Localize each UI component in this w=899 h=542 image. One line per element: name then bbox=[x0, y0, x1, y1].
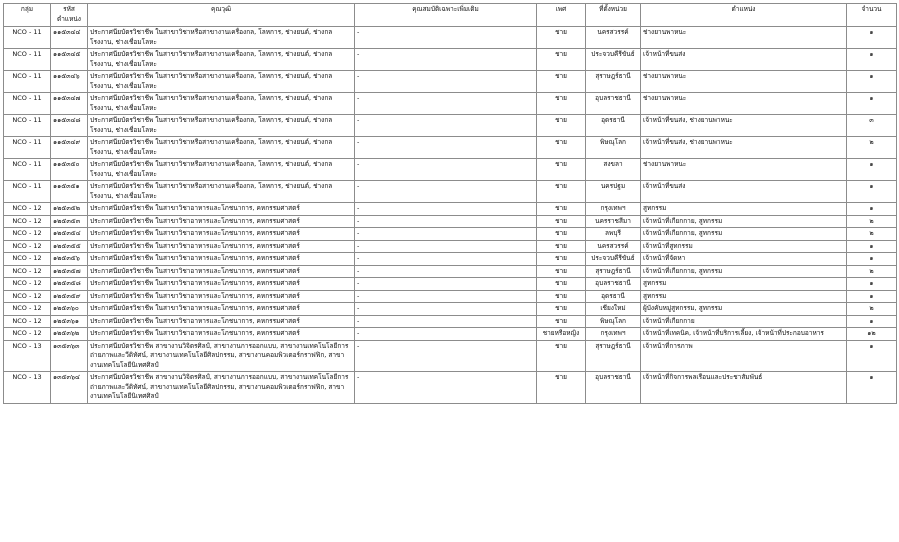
cell-qualification: ประกาศนียบัตรวิชาชีพ ในสาขาวิชาอาหารและโภชนาการ, คหกรรมศาสตร์ bbox=[88, 253, 355, 266]
cell-count: ๑ bbox=[847, 159, 897, 181]
cell-group: NCO - 12 bbox=[4, 253, 51, 266]
cell-unit-location: อุบลราชธานี bbox=[586, 278, 641, 291]
header-code-line1: รหัส bbox=[63, 5, 75, 13]
header-group: กลุ่ม bbox=[4, 4, 51, 27]
table-row bbox=[4, 340, 897, 372]
header-qualification: คุณวุฒิ bbox=[88, 4, 355, 27]
table-row bbox=[4, 137, 897, 159]
cell-position: ช่างยานพาหนะ bbox=[641, 71, 847, 93]
cell-qualification: ประกาศนียบัตรวิชาชีพ ในสาขาวิชาอาหารและโภชนาการ, คหกรรมศาสตร์ bbox=[88, 290, 355, 303]
cell-code: ๑๑๕๓๔๔ bbox=[51, 27, 88, 49]
cell-count: ๑ bbox=[847, 71, 897, 93]
cell-position: ช่างยานพาหนะ bbox=[641, 159, 847, 181]
table-row bbox=[4, 253, 897, 266]
cell-qualification: ประกาศนียบัตรวิชาชีพ ในสาขาวิชาหรือสาขางานเครื่องกล, โลหการ, ช่างยนต์, ช่างกลโรงงาน, ช่างเชื่อมโลหะ bbox=[88, 159, 355, 181]
cell-unit-location: สุราษฎร์ธานี bbox=[586, 71, 641, 93]
cell-sex: ชาย bbox=[537, 27, 586, 49]
cell-code: ๑๒๕๓๕๕ bbox=[51, 240, 88, 253]
cell-extra-qualification: - bbox=[355, 340, 537, 372]
cell-position: ช่างยานพาหนะ bbox=[641, 27, 847, 49]
cell-sex: ชาย bbox=[537, 49, 586, 71]
header-code-line2: ตำแหน่ง bbox=[57, 14, 81, 23]
cell-extra-qualification: - bbox=[355, 303, 537, 316]
table-row bbox=[4, 278, 897, 291]
cell-position: เจ้าหน้าที่เกียกกาย, สูทกรรม bbox=[641, 228, 847, 241]
cell-count: ๑ bbox=[847, 315, 897, 328]
cell-qualification: ประกาศนียบัตรวิชาชีพ ในสาขาวิชาหรือสาขางานเครื่องกล, โลหการ, ช่างยนต์, ช่างกลโรงงาน, ช่างเชื่อมโลหะ bbox=[88, 49, 355, 71]
cell-position: เจ้าหน้าที่เทคนิค, เจ้าหน้าที่บริการเลี้ยง, เจ้าหน้าที่ประกอบอาหาร bbox=[641, 328, 847, 341]
cell-code: ๑๒๕๓๕๒ bbox=[51, 203, 88, 216]
cell-extra-qualification: - bbox=[355, 228, 537, 241]
cell-group: NCO - 12 bbox=[4, 240, 51, 253]
cell-group: NCO - 11 bbox=[4, 115, 51, 137]
cell-qualification: ประกาศนียบัตรวิชาชีพ ในสาขาวิชาอาหารและโภชนาการ, คหกรรมศาสตร์ bbox=[88, 303, 355, 316]
table-row bbox=[4, 159, 897, 181]
cell-code: ๑๑๕๓๔๙ bbox=[51, 137, 88, 159]
cell-unit-location: กรุงเทพฯ bbox=[586, 203, 641, 216]
cell-count: ๑ bbox=[847, 27, 897, 49]
table-row bbox=[4, 215, 897, 228]
cell-sex: ชาย bbox=[537, 290, 586, 303]
cell-unit-location: กรุงเทพฯ bbox=[586, 328, 641, 341]
cell-code: ๑๓๕๓๖๓ bbox=[51, 340, 88, 372]
cell-position: ผู้บังคับหมู่สูทกรรม, สูทกรรม bbox=[641, 303, 847, 316]
cell-code: ๑๑๕๓๔๗ bbox=[51, 93, 88, 115]
cell-code: ๑๑๕๓๔๕ bbox=[51, 49, 88, 71]
header-extra-qualification: คุณสมบัติเฉพาะเพิ่มเติม bbox=[355, 4, 537, 27]
cell-qualification: ประกาศนียบัตรวิชาชีพ ในสาขาวิชาอาหารและโภชนาการ, คหกรรมศาสตร์ bbox=[88, 240, 355, 253]
cell-extra-qualification: - bbox=[355, 93, 537, 115]
cell-extra-qualification: - bbox=[355, 115, 537, 137]
cell-position: เจ้าหน้าที่การภาพ bbox=[641, 340, 847, 372]
cell-group: NCO - 12 bbox=[4, 315, 51, 328]
table-row bbox=[4, 290, 897, 303]
cell-position: เจ้าหน้าที่ขนส่ง bbox=[641, 181, 847, 203]
cell-extra-qualification: - bbox=[355, 71, 537, 93]
cell-sex: ชาย bbox=[537, 315, 586, 328]
cell-code: ๑๒๕๓๕๔ bbox=[51, 228, 88, 241]
cell-unit-location: พิษณุโลก bbox=[586, 315, 641, 328]
cell-count: ๑ bbox=[847, 93, 897, 115]
cell-position: เจ้าหน้าที่เกียกกาย, สูทกรรม bbox=[641, 265, 847, 278]
cell-code: ๑๑๕๓๕๐ bbox=[51, 159, 88, 181]
cell-unit-location: ลพบุรี bbox=[586, 228, 641, 241]
cell-count: ๒ bbox=[847, 228, 897, 241]
cell-position: เจ้าหน้าที่สูทกรรม bbox=[641, 240, 847, 253]
table-row bbox=[4, 181, 897, 203]
table-row bbox=[4, 115, 897, 137]
cell-sex: ชาย bbox=[537, 181, 586, 203]
cell-sex: ชาย bbox=[537, 240, 586, 253]
cell-qualification: ประกาศนียบัตรวิชาชีพ ในสาขาวิชาหรือสาขางานเครื่องกล, โลหการ, ช่างยนต์, ช่างกลโรงงาน, ช่างเชื่อมโลหะ bbox=[88, 71, 355, 93]
cell-count: ๑ bbox=[847, 253, 897, 266]
cell-count: ๑ bbox=[847, 49, 897, 71]
table-row bbox=[4, 372, 897, 404]
cell-code: ๑๒๕๓๕๘ bbox=[51, 278, 88, 291]
cell-code: ๑๑๕๓๕๑ bbox=[51, 181, 88, 203]
cell-extra-qualification: - bbox=[355, 328, 537, 341]
header-count: จำนวน bbox=[847, 4, 897, 27]
cell-extra-qualification: - bbox=[355, 203, 537, 216]
cell-code: ๑๒๕๓๖๐ bbox=[51, 303, 88, 316]
cell-group: NCO - 12 bbox=[4, 328, 51, 341]
cell-sex: ชาย bbox=[537, 372, 586, 404]
cell-sex: ชาย bbox=[537, 340, 586, 372]
cell-extra-qualification: - bbox=[355, 253, 537, 266]
cell-group: NCO - 12 bbox=[4, 290, 51, 303]
cell-position: สูทกรรม bbox=[641, 203, 847, 216]
cell-count: ๑ bbox=[847, 203, 897, 216]
cell-extra-qualification: - bbox=[355, 315, 537, 328]
table-row bbox=[4, 49, 897, 71]
cell-code: ๑๒๕๓๕๗ bbox=[51, 265, 88, 278]
cell-sex: ชาย bbox=[537, 93, 586, 115]
cell-code: ๑๓๕๓๖๔ bbox=[51, 372, 88, 404]
cell-qualification: ประกาศนียบัตรวิชาชีพ ในสาขาวิชาหรือสาขางานเครื่องกล, โลหการ, ช่างยนต์, ช่างกลโรงงาน, ช่างเชื่อมโลหะ bbox=[88, 93, 355, 115]
cell-group: NCO - 12 bbox=[4, 215, 51, 228]
cell-code: ๑๒๕๓๖๒ bbox=[51, 328, 88, 341]
cell-sex: ชาย bbox=[537, 115, 586, 137]
cell-group: NCO - 13 bbox=[4, 372, 51, 404]
cell-count: ๑ bbox=[847, 278, 897, 291]
cell-qualification: ประกาศนียบัตรวิชาชีพ ในสาขาวิชาอาหารและโภชนาการ, คหกรรมศาสตร์ bbox=[88, 203, 355, 216]
table-row bbox=[4, 27, 897, 49]
cell-code: ๑๒๕๓๖๑ bbox=[51, 315, 88, 328]
cell-sex: ชาย bbox=[537, 228, 586, 241]
cell-position: เจ้าหน้าที่เกียกกาย bbox=[641, 315, 847, 328]
cell-group: NCO - 11 bbox=[4, 93, 51, 115]
cell-unit-location: พิษณุโลก bbox=[586, 137, 641, 159]
cell-count: ๑ bbox=[847, 372, 897, 404]
cell-unit-location: สุราษฎร์ธานี bbox=[586, 340, 641, 372]
cell-position: เจ้าหน้าที่ขนส่ง, ช่างยานพาหนะ bbox=[641, 137, 847, 159]
cell-position: เจ้าหน้าที่ขนส่ง, ช่างยานพาหนะ bbox=[641, 115, 847, 137]
cell-sex: ชาย bbox=[537, 253, 586, 266]
cell-count: ๓ bbox=[847, 115, 897, 137]
cell-count: ๑ bbox=[847, 181, 897, 203]
cell-extra-qualification: - bbox=[355, 240, 537, 253]
table-row bbox=[4, 328, 897, 341]
table-row bbox=[4, 228, 897, 241]
cell-group: NCO - 12 bbox=[4, 278, 51, 291]
cell-extra-qualification: - bbox=[355, 181, 537, 203]
cell-group: NCO - 13 bbox=[4, 340, 51, 372]
cell-count: ๒ bbox=[847, 303, 897, 316]
cell-unit-location: นครปฐม bbox=[586, 181, 641, 203]
table-row bbox=[4, 315, 897, 328]
cell-sex: ชาย bbox=[537, 215, 586, 228]
cell-count: ๑ bbox=[847, 340, 897, 372]
cell-extra-qualification: - bbox=[355, 215, 537, 228]
cell-position: เจ้าหน้าที่กิจการพลเรือนและประชาสัมพันธ์ bbox=[641, 372, 847, 404]
cell-position: สูทกรรม bbox=[641, 290, 847, 303]
cell-sex: ชาย bbox=[537, 265, 586, 278]
cell-qualification: ประกาศนียบัตรวิชาชีพ สาขางานวิจิตรศิลป์, สาขางานการออกแบบ, สาขางานเทคโนโลยีการถ่ายภาพและวีดิทัศน์, สาขางานเทคโนโลยีศิลปกรรม, สาขางานคอมพิวเตอร์กราฟฟิก, สาขางานเทคโนโลยีนิเทศศิลป์ bbox=[88, 372, 355, 404]
cell-extra-qualification: - bbox=[355, 265, 537, 278]
cell-code: ๑๑๕๓๔๖ bbox=[51, 71, 88, 93]
cell-unit-location: ประจวบคีรีขันธ์ bbox=[586, 49, 641, 71]
header-position: ตำแหน่ง bbox=[641, 4, 847, 27]
cell-code: ๑๒๕๓๕๓ bbox=[51, 215, 88, 228]
cell-code: ๑๒๕๓๕๖ bbox=[51, 253, 88, 266]
cell-unit-location: นครสวรรค์ bbox=[586, 27, 641, 49]
cell-position: เจ้าหน้าที่ขนส่ง bbox=[641, 49, 847, 71]
cell-count: ๑๒ bbox=[847, 328, 897, 341]
cell-sex: ชายหรือหญิง bbox=[537, 328, 586, 341]
cell-count: ๒ bbox=[847, 137, 897, 159]
cell-extra-qualification: - bbox=[355, 290, 537, 303]
cell-qualification: ประกาศนียบัตรวิชาชีพ ในสาขาวิชาอาหารและโภชนาการ, คหกรรมศาสตร์ bbox=[88, 278, 355, 291]
cell-unit-location: อุดรธานี bbox=[586, 290, 641, 303]
cell-sex: ชาย bbox=[537, 203, 586, 216]
cell-unit-location: สงขลา bbox=[586, 159, 641, 181]
cell-qualification: ประกาศนียบัตรวิชาชีพ ในสาขาวิชาหรือสาขางานเครื่องกล, โลหการ, ช่างยนต์, ช่างกลโรงงาน, ช่างเชื่อมโลหะ bbox=[88, 181, 355, 203]
table-row bbox=[4, 265, 897, 278]
cell-extra-qualification: - bbox=[355, 372, 537, 404]
cell-unit-location: นครราชสีมา bbox=[586, 215, 641, 228]
cell-group: NCO - 11 bbox=[4, 181, 51, 203]
cell-qualification: ประกาศนียบัตรวิชาชีพ ในสาขาวิชาอาหารและโภชนาการ, คหกรรมศาสตร์ bbox=[88, 215, 355, 228]
cell-extra-qualification: - bbox=[355, 159, 537, 181]
cell-group: NCO - 11 bbox=[4, 49, 51, 71]
cell-unit-location: สุราษฎร์ธานี bbox=[586, 265, 641, 278]
cell-unit-location: อุบลราชธานี bbox=[586, 93, 641, 115]
cell-qualification: ประกาศนียบัตรวิชาชีพ ในสาขาวิชาหรือสาขางานเครื่องกล, โลหการ, ช่างยนต์, ช่างกลโรงงาน, ช่างเชื่อมโลหะ bbox=[88, 137, 355, 159]
cell-extra-qualification: - bbox=[355, 49, 537, 71]
cell-qualification: ประกาศนียบัตรวิชาชีพ ในสาขาวิชาอาหารและโภชนาการ, คหกรรมศาสตร์ bbox=[88, 328, 355, 341]
cell-code: ๑๒๕๓๕๙ bbox=[51, 290, 88, 303]
cell-group: NCO - 11 bbox=[4, 159, 51, 181]
cell-group: NCO - 12 bbox=[4, 265, 51, 278]
cell-count: ๑ bbox=[847, 240, 897, 253]
cell-unit-location: อุบลราชธานี bbox=[586, 372, 641, 404]
cell-group: NCO - 11 bbox=[4, 71, 51, 93]
header-unit-location: ที่ตั้งหน่วย bbox=[586, 4, 641, 27]
cell-extra-qualification: - bbox=[355, 27, 537, 49]
header-code bbox=[51, 4, 88, 27]
table-body bbox=[4, 27, 897, 404]
cell-extra-qualification: - bbox=[355, 137, 537, 159]
cell-qualification: ประกาศนียบัตรวิชาชีพ ในสาขาวิชาอาหารและโภชนาการ, คหกรรมศาสตร์ bbox=[88, 265, 355, 278]
cell-group: NCO - 12 bbox=[4, 303, 51, 316]
cell-count: ๒ bbox=[847, 215, 897, 228]
cell-unit-location: เชียงใหม่ bbox=[586, 303, 641, 316]
cell-code: ๑๑๕๓๔๘ bbox=[51, 115, 88, 137]
cell-group: NCO - 11 bbox=[4, 137, 51, 159]
table-row bbox=[4, 203, 897, 216]
cell-sex: ชาย bbox=[537, 71, 586, 93]
cell-position: เจ้าหน้าที่จัดหา bbox=[641, 253, 847, 266]
header-row bbox=[4, 4, 897, 27]
cell-qualification: ประกาศนียบัตรวิชาชีพ ในสาขาวิชาหรือสาขางานเครื่องกล, โลหการ, ช่างยนต์, ช่างกลโรงงาน, ช่างเชื่อมโลหะ bbox=[88, 115, 355, 137]
cell-count: ๒ bbox=[847, 265, 897, 278]
table-row bbox=[4, 93, 897, 115]
cell-qualification: ประกาศนียบัตรวิชาชีพ ในสาขาวิชาหรือสาขางานเครื่องกล, โลหการ, ช่างยนต์, ช่างกลโรงงาน, ช่างเชื่อมโลหะ bbox=[88, 27, 355, 49]
cell-extra-qualification: - bbox=[355, 278, 537, 291]
cell-count: ๑ bbox=[847, 290, 897, 303]
positions-table bbox=[3, 3, 897, 404]
cell-sex: ชาย bbox=[537, 303, 586, 316]
cell-position: เจ้าหน้าที่เกียกกาย, สูทกรรม bbox=[641, 215, 847, 228]
cell-group: NCO - 12 bbox=[4, 228, 51, 241]
cell-sex: ชาย bbox=[537, 278, 586, 291]
cell-sex: ชาย bbox=[537, 159, 586, 181]
table-row bbox=[4, 71, 897, 93]
cell-qualification: ประกาศนียบัตรวิชาชีพ ในสาขาวิชาอาหารและโภชนาการ, คหกรรมศาสตร์ bbox=[88, 228, 355, 241]
cell-position: สูทกรรม bbox=[641, 278, 847, 291]
cell-sex: ชาย bbox=[537, 137, 586, 159]
cell-group: NCO - 11 bbox=[4, 27, 51, 49]
cell-qualification: ประกาศนียบัตรวิชาชีพ ในสาขาวิชาอาหารและโภชนาการ, คหกรรมศาสตร์ bbox=[88, 315, 355, 328]
cell-unit-location: ประจวบคีรีขันธ์ bbox=[586, 253, 641, 266]
cell-unit-location: อุดรธานี bbox=[586, 115, 641, 137]
table-row bbox=[4, 303, 897, 316]
cell-qualification: ประกาศนียบัตรวิชาชีพ สาขางานวิจิตรศิลป์, สาขางานการออกแบบ, สาขางานเทคโนโลยีการถ่ายภาพและวีดิทัศน์, สาขางานเทคโนโลยีศิลปกรรม, สาขางานคอมพิวเตอร์กราฟฟิก, สาขางานเทคโนโลยีนิเทศศิลป์ bbox=[88, 340, 355, 372]
cell-unit-location: นครสวรรค์ bbox=[586, 240, 641, 253]
table-row bbox=[4, 240, 897, 253]
header-sex: เพศ bbox=[537, 4, 586, 27]
cell-group: NCO - 12 bbox=[4, 203, 51, 216]
cell-position: ช่างยานพาหนะ bbox=[641, 93, 847, 115]
